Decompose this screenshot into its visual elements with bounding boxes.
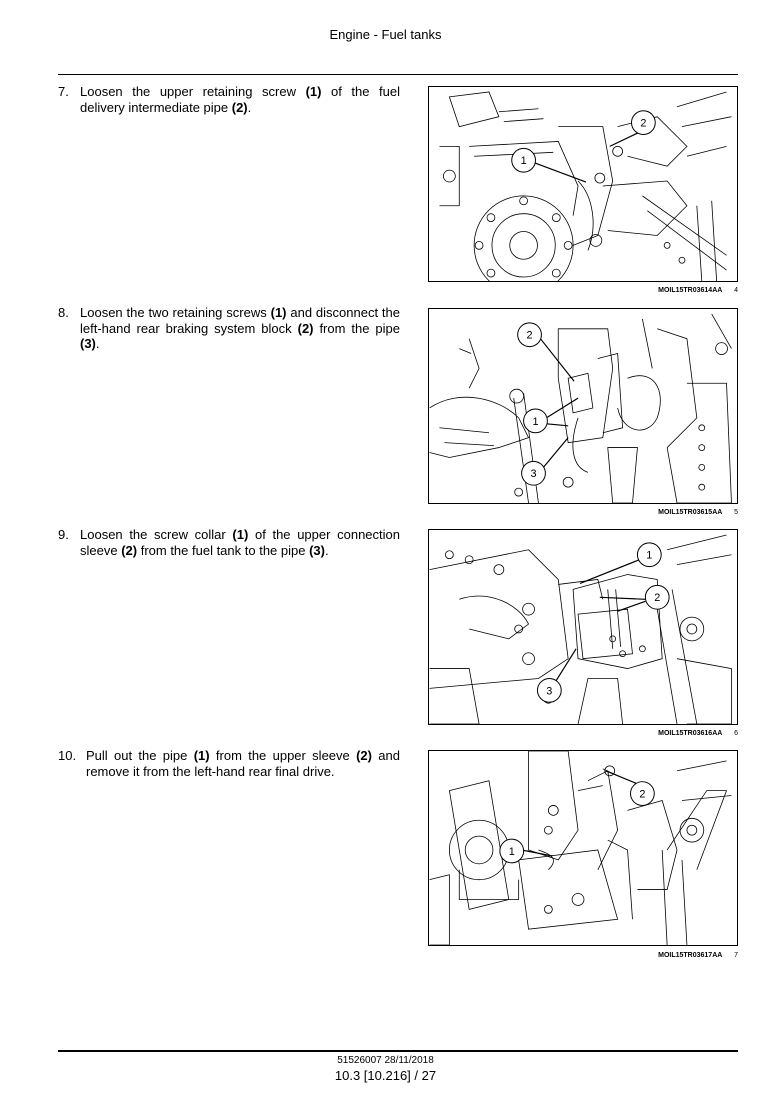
step-8-instruction	[58, 305, 400, 352]
callout-reference: (1)	[232, 527, 249, 542]
figure-6-illustration	[428, 529, 738, 725]
step-text-fragment: and remove it from the left-hand rear final drive.	[86, 748, 400, 779]
callout-reference: (2)	[231, 99, 248, 115]
step-text-fragment: .	[247, 99, 252, 115]
callout-reference: (3)	[309, 542, 325, 558]
callout-2: 2	[639, 788, 646, 801]
callout-2: 2	[654, 592, 661, 605]
footer-document-id: 51526007 28/11/2018	[337, 1055, 434, 1066]
callout-reference: (2)	[297, 320, 314, 336]
step-text-fragment: Pull out the pipe	[86, 748, 194, 763]
braking-block-drawing	[430, 314, 732, 503]
engine-housing-drawing	[439, 92, 731, 281]
callout-1: 1	[508, 845, 515, 858]
callout-reference: (1)	[193, 748, 210, 763]
footer-page-number: 10.3 [10.216] / 27	[334, 1068, 437, 1083]
figure-5-illustration	[428, 308, 738, 504]
final-drive-pipe-drawing	[430, 751, 732, 945]
figure-number: 4	[734, 287, 738, 294]
callout-1: 1	[532, 415, 539, 428]
figure-number: 6	[734, 730, 738, 737]
callout-reference: (2)	[121, 542, 138, 558]
callout-reference: (2)	[356, 748, 372, 763]
figure-code: MOIL15TR03616AA	[658, 730, 723, 737]
callout-1: 1	[646, 549, 653, 562]
step-7-instruction	[58, 84, 400, 115]
connection-sleeve-drawing	[430, 535, 732, 724]
callout-3: 3	[546, 685, 553, 698]
step-text	[86, 748, 400, 779]
callout-reference: (3)	[80, 336, 96, 351]
footer-rule	[58, 1050, 738, 1052]
step-text	[80, 527, 400, 558]
figure-4-caption	[428, 287, 738, 294]
step-text-fragment: from the upper sleeve	[209, 748, 357, 763]
figure-code: MOIL15TR03614AA	[658, 287, 723, 294]
step-number: 8.	[58, 305, 69, 320]
callout-2: 2	[526, 329, 533, 342]
step-number: 7.	[58, 84, 69, 99]
figure-6-caption	[428, 730, 738, 737]
step-text	[80, 84, 400, 115]
step-text-fragment: from the fuel tank to the pipe	[137, 542, 310, 558]
step-9-instruction	[58, 527, 400, 558]
step-text-fragment: of the fuel delivery intermediate pipe	[80, 84, 400, 115]
step-text-fragment: Loosen the two retaining screws	[80, 305, 271, 320]
figure-7-illustration	[428, 750, 738, 946]
figure-code: MOIL15TR03617AA	[658, 952, 723, 959]
figure-code: MOIL15TR03615AA	[658, 509, 723, 516]
step-text-fragment: Loosen the upper retaining screw	[80, 84, 306, 99]
step-text-fragment: from the pipe	[313, 320, 400, 336]
callout-2: 2	[640, 117, 647, 130]
figure-4-illustration	[428, 86, 738, 282]
figure-number: 5	[734, 509, 738, 516]
step-text-fragment: .	[95, 336, 100, 351]
figure-number: 7	[734, 952, 738, 959]
step-text-fragment: .	[324, 542, 329, 558]
step-text-fragment: of the upper connection sleeve	[80, 527, 400, 558]
step-text-fragment: Loosen the screw collar	[80, 527, 233, 542]
step-text-fragment: and disconnect the left-hand rear braking system block	[80, 305, 401, 336]
figure-7-caption	[428, 952, 738, 959]
callout-1: 1	[520, 155, 527, 168]
step-10-instruction	[58, 748, 400, 779]
step-number: 10.	[58, 748, 77, 763]
page-header-title: Engine - Fuel tanks	[329, 27, 442, 42]
callout-reference: (1)	[305, 84, 322, 99]
step-number: 9.	[58, 527, 69, 542]
callout-reference: (1)	[270, 305, 287, 320]
figure-5-caption	[428, 509, 738, 516]
callout-3: 3	[530, 468, 537, 481]
header-rule	[58, 74, 738, 75]
step-text	[80, 305, 400, 352]
